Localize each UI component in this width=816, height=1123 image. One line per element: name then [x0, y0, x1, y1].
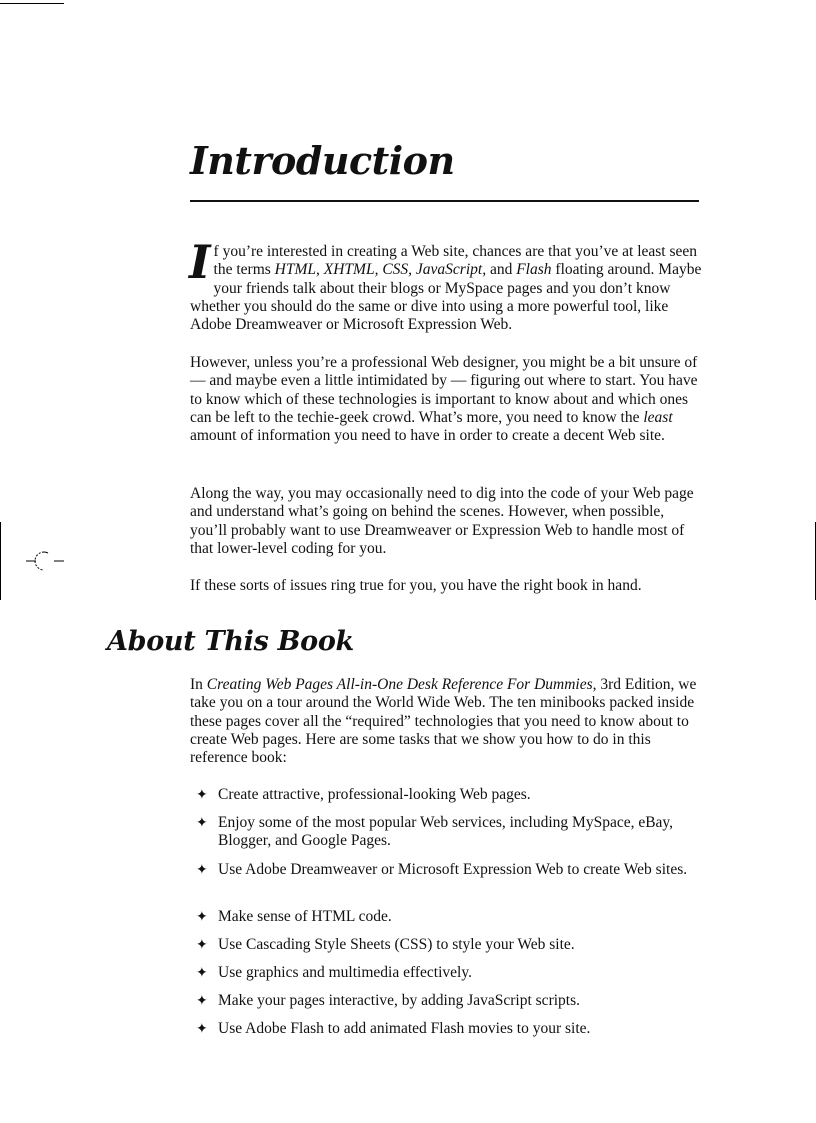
list-item	[196, 908, 706, 926]
chapter-title: Introduction	[190, 138, 455, 183]
list-item-text: Use Adobe Dreamweaver or Microsoft Expression Web to create Web sites.	[218, 861, 688, 878]
list-item-text: Use Adobe Flash to add animated Flash movies to your site.	[218, 1020, 591, 1037]
list-item	[196, 786, 706, 804]
intro-p1-and: and	[486, 261, 517, 279]
intro-p1-terms: HTML, XHTML, CSS, JavaScript,	[274, 261, 487, 279]
list-item-text: Enjoy some of the most popular Web services, including MySpace, eBay, Blogger, and Google Pages.	[218, 814, 674, 850]
intro-p1-flash: Flash	[516, 261, 552, 279]
intro-paragraph-1	[189, 235, 702, 334]
list-item-text: Make your pages interactive, by adding JavaScript scripts.	[218, 992, 580, 1009]
intro-p1-lead: f you’re interested in creating a Web site, chances are that you’ve at least seen the terms	[213, 243, 698, 279]
drop-cap: I	[189, 235, 211, 289]
bullet-diamond-icon: ✦	[196, 909, 208, 925]
crop-mark-top-left	[0, 3, 64, 4]
list-item	[196, 1020, 706, 1038]
bullet-diamond-icon: ✦	[196, 965, 208, 981]
section-heading-about: About This Book	[107, 626, 354, 657]
list-item	[196, 936, 706, 954]
bullet-diamond-icon: ✦	[196, 815, 208, 831]
bullet-diamond-icon: ✦	[196, 937, 208, 953]
registration-mark-icon	[22, 548, 66, 578]
intro-p2-emphasis: least	[643, 408, 673, 426]
intro-p2-lead: However, unless you’re a professional Web designer, you might be a bit unsure of — and maybe even a little intimidated by — figuring out where to start. You have to know which of these technologies is important to know about and which ones can be left to the techie-geek crowd. What’s more, you need to know the	[190, 354, 698, 426]
bullet-diamond-icon: ✦	[196, 993, 208, 1009]
list-item	[196, 814, 706, 851]
task-bullet-list	[196, 786, 706, 1038]
intro-paragraph-2	[190, 354, 702, 445]
bullet-diamond-icon: ✦	[196, 862, 208, 878]
title-rule	[190, 200, 699, 202]
list-item-text: Use graphics and multimedia effectively.	[218, 964, 472, 981]
intro-paragraph-3	[190, 485, 702, 558]
list-item	[196, 992, 706, 1010]
book-title: Creating Web Pages All-in-One Desk Reference For Dummies,	[206, 676, 597, 693]
list-item-text: Create attractive, professional-looking Web pages.	[218, 786, 531, 803]
crop-mark-left-vertical	[0, 522, 1, 600]
intro-p1-tail: floating around. Maybe your friends talk about their blogs or MySpace pages and you don’t know whether you should do the same or dive into using a more powerful tool, like Adobe Dreamweaver or Microsoft Expression Web.	[190, 261, 702, 334]
about-p-in: In	[190, 676, 207, 693]
intro-paragraph-4	[190, 577, 702, 595]
about-p-tail: 3rd Edition, we take you on a tour around the World Wide Web. The ten minibooks packed inside these pages cover all the “required” technologies that you need to know about to create Web pages. Here are some tasks that we show you how to do in this reference book:	[190, 676, 697, 767]
bullet-diamond-icon: ✦	[196, 1021, 208, 1037]
about-paragraph	[190, 676, 702, 767]
list-item-text: Use Cascading Style Sheets (CSS) to style your Web site.	[218, 936, 575, 953]
list-item-text: Make sense of HTML code.	[218, 908, 392, 925]
bullet-diamond-icon: ✦	[196, 787, 208, 803]
list-item	[196, 964, 706, 982]
intro-p3-text: Along the way, you may occasionally need to dig into the code of your Web page and understand what’s going on behind the scenes. However, when possible, you’ll probably want to use Dreamweaver or Expression Web to handle most of that lower-level coding for you.	[190, 485, 694, 557]
list-item	[196, 861, 706, 898]
intro-p4-text: If these sorts of issues ring true for you, you have the right book in hand.	[190, 577, 642, 594]
intro-p2-tail: amount of information you need to have in order to create a decent Web site.	[190, 427, 665, 445]
